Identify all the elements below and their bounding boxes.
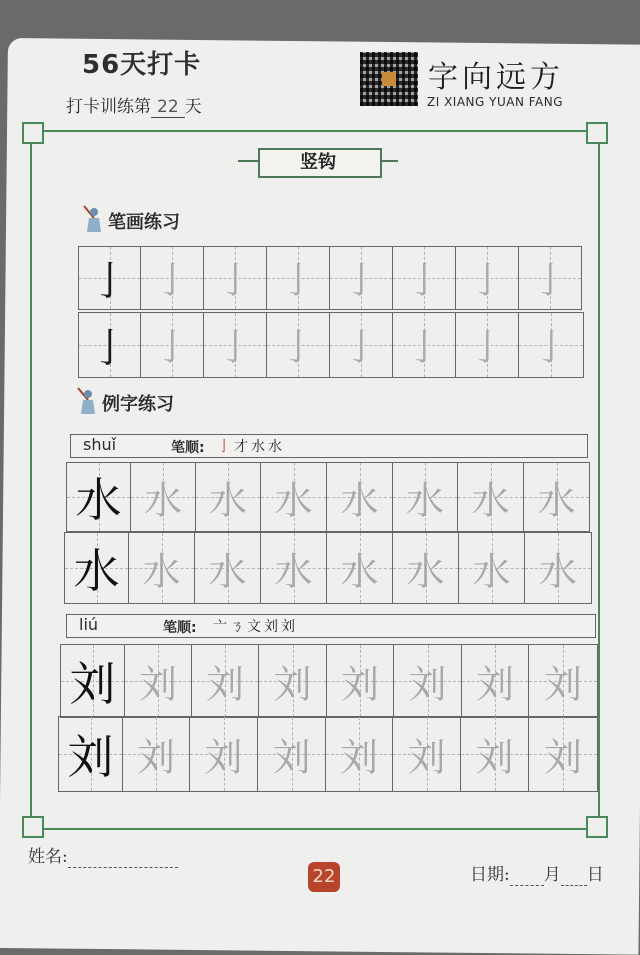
trace-stroke: 亅	[405, 260, 442, 302]
day-number: 22	[151, 97, 185, 118]
practice-cell[interactable]	[462, 645, 529, 717]
model-stroke: 亅	[89, 258, 130, 305]
char-info-bar	[66, 614, 596, 638]
practice-cell[interactable]	[261, 463, 327, 531]
practice-cell[interactable]	[204, 247, 267, 309]
practice-cell[interactable]	[131, 463, 196, 531]
date-label: 日期:	[470, 865, 510, 885]
practice-cell[interactable]	[79, 313, 141, 377]
day-suffix: 天	[184, 97, 202, 117]
practice-cell[interactable]	[195, 533, 261, 603]
challenge-title: 56天打卡	[82, 50, 202, 80]
practice-cell[interactable]	[393, 717, 461, 791]
trace-char: 水	[538, 549, 577, 594]
name-blank[interactable]	[68, 847, 178, 868]
practice-cell[interactable]	[61, 645, 125, 717]
model-stroke: 亅	[89, 325, 130, 372]
trace-char: 水	[208, 549, 247, 594]
section-title: 例字练习	[102, 394, 174, 415]
stroke-grid-row-1	[78, 246, 582, 310]
trace-stroke: 亅	[279, 260, 316, 302]
frame-corner-ornament	[586, 122, 608, 144]
practice-cell[interactable]	[67, 463, 131, 531]
stroke-grid-row-2	[78, 312, 584, 378]
trace-char: 水	[340, 478, 379, 523]
practice-cell[interactable]	[456, 247, 519, 309]
practice-cell[interactable]	[79, 247, 141, 309]
practice-cell[interactable]	[59, 717, 123, 791]
section-example-practice	[76, 386, 174, 416]
trace-stroke: 亅	[342, 327, 379, 369]
practice-cell[interactable]	[141, 313, 204, 377]
trace-char: 刘	[475, 735, 514, 780]
stroke-order: 亅才水水	[217, 439, 285, 455]
trace-char: 刘	[475, 662, 514, 707]
trace-stroke: 亅	[468, 260, 505, 302]
trace-stroke: 亅	[279, 327, 316, 369]
practice-cell[interactable]	[459, 533, 525, 603]
practice-cell[interactable]	[327, 463, 393, 531]
stroke-order: 亠ㄋ文刘刘	[213, 619, 298, 635]
trace-char: 水	[143, 478, 182, 523]
trace-stroke: 亅	[468, 327, 505, 369]
practice-cell[interactable]	[259, 645, 327, 717]
name-field[interactable]	[28, 842, 178, 868]
stroke-order-label: 笔顺:	[163, 620, 197, 636]
practice-cell[interactable]	[525, 533, 591, 603]
practice-cell[interactable]	[393, 313, 456, 377]
month-label: 月	[543, 865, 561, 885]
model-char: 水	[75, 473, 122, 527]
trace-char: 刘	[339, 735, 378, 780]
practice-cell[interactable]	[529, 717, 597, 791]
practice-cell[interactable]	[267, 247, 330, 309]
trace-stroke: 亅	[532, 327, 569, 369]
char-grid-row	[58, 716, 598, 792]
trace-char: 刘	[136, 735, 175, 780]
practice-cell[interactable]	[267, 313, 330, 377]
practice-cell[interactable]	[519, 313, 583, 377]
trace-char: 刘	[340, 662, 379, 707]
section-title: 笔画练习	[108, 212, 180, 233]
trace-stroke: 亅	[153, 260, 190, 302]
practice-cell[interactable]	[394, 645, 462, 717]
trace-char: 刘	[273, 662, 312, 707]
trace-stroke: 亅	[531, 260, 568, 302]
page-number-badge: 22	[308, 862, 340, 892]
practice-cell[interactable]	[524, 463, 589, 531]
lesson-title: 竖钩	[300, 152, 336, 173]
practice-cell[interactable]	[393, 247, 456, 309]
trace-char: 水	[274, 478, 313, 523]
brand-logo-cn: 字向远方	[428, 60, 564, 95]
practice-cell[interactable]	[393, 463, 458, 531]
pinyin: shuǐ	[83, 435, 117, 454]
practice-cell[interactable]	[327, 533, 393, 603]
trace-char: 水	[471, 478, 510, 523]
trace-char: 刘	[205, 662, 244, 707]
lesson-banner	[238, 142, 398, 182]
day-blank[interactable]	[561, 865, 587, 886]
practice-cell[interactable]	[196, 463, 261, 531]
practice-cell[interactable]	[123, 717, 190, 791]
trace-stroke: 亅	[153, 327, 190, 369]
char-info-bar	[70, 434, 588, 458]
practice-cell[interactable]	[456, 313, 519, 377]
practice-cell[interactable]	[529, 645, 597, 717]
date-field[interactable]	[470, 860, 604, 886]
model-char: 水	[73, 544, 120, 598]
trace-stroke: 亅	[216, 260, 253, 302]
practice-cell[interactable]	[258, 717, 326, 791]
section-stroke-practice	[82, 204, 180, 234]
trace-stroke: 亅	[342, 260, 379, 302]
month-blank[interactable]	[510, 865, 544, 886]
stroke-order-label: 笔顺:	[171, 440, 205, 456]
trace-stroke: 亅	[405, 327, 442, 369]
trace-char: 水	[405, 478, 444, 523]
trace-char: 刘	[543, 662, 582, 707]
practice-cell[interactable]	[204, 313, 267, 377]
practice-cell[interactable]	[125, 645, 192, 717]
practice-cell[interactable]	[461, 717, 529, 791]
qr-code-icon	[360, 52, 418, 106]
practice-cell[interactable]	[65, 533, 129, 603]
char-grid-row	[60, 644, 598, 718]
pinyin: liú	[79, 615, 99, 634]
trace-char: 刘	[138, 662, 177, 707]
trace-char: 刘	[204, 735, 243, 780]
day-counter	[66, 92, 202, 117]
name-label: 姓名:	[28, 847, 68, 867]
practice-cell[interactable]	[261, 533, 327, 603]
trace-char: 水	[406, 549, 445, 594]
student-figure-icon	[76, 386, 98, 416]
trace-char: 水	[142, 549, 181, 594]
char-grid-row	[66, 462, 590, 532]
trace-stroke: 亅	[216, 327, 253, 369]
model-char: 刘	[67, 730, 114, 784]
trace-char: 刘	[407, 735, 446, 780]
practice-cell[interactable]	[330, 313, 393, 377]
practice-cell[interactable]	[393, 533, 459, 603]
trace-char: 水	[208, 478, 247, 523]
char-grid-row	[64, 532, 592, 604]
trace-char: 水	[274, 549, 313, 594]
frame-corner-ornament	[22, 816, 44, 838]
practice-cell[interactable]	[519, 247, 581, 309]
day-prefix: 打卡训练第	[66, 97, 151, 117]
trace-char: 刘	[543, 735, 582, 780]
practice-cell[interactable]	[129, 533, 195, 603]
student-figure-icon	[82, 204, 104, 234]
practice-cell[interactable]	[327, 645, 394, 717]
model-char: 刘	[69, 657, 116, 711]
practice-cell[interactable]	[141, 247, 204, 309]
practice-cell[interactable]	[326, 717, 393, 791]
trace-char: 水	[472, 549, 511, 594]
practice-cell[interactable]	[330, 247, 393, 309]
trace-char: 水	[340, 549, 379, 594]
frame-corner-ornament	[22, 122, 44, 144]
trace-char: 水	[537, 478, 576, 523]
frame-corner-ornament	[586, 816, 608, 838]
practice-cell[interactable]	[192, 645, 259, 717]
brand-logo-en: ZI XIANG YUAN FANG	[427, 95, 564, 109]
day-label: 日	[586, 865, 604, 885]
practice-cell[interactable]	[458, 463, 524, 531]
trace-char: 刘	[408, 662, 447, 707]
trace-char: 刘	[272, 735, 311, 780]
practice-cell[interactable]	[190, 717, 258, 791]
